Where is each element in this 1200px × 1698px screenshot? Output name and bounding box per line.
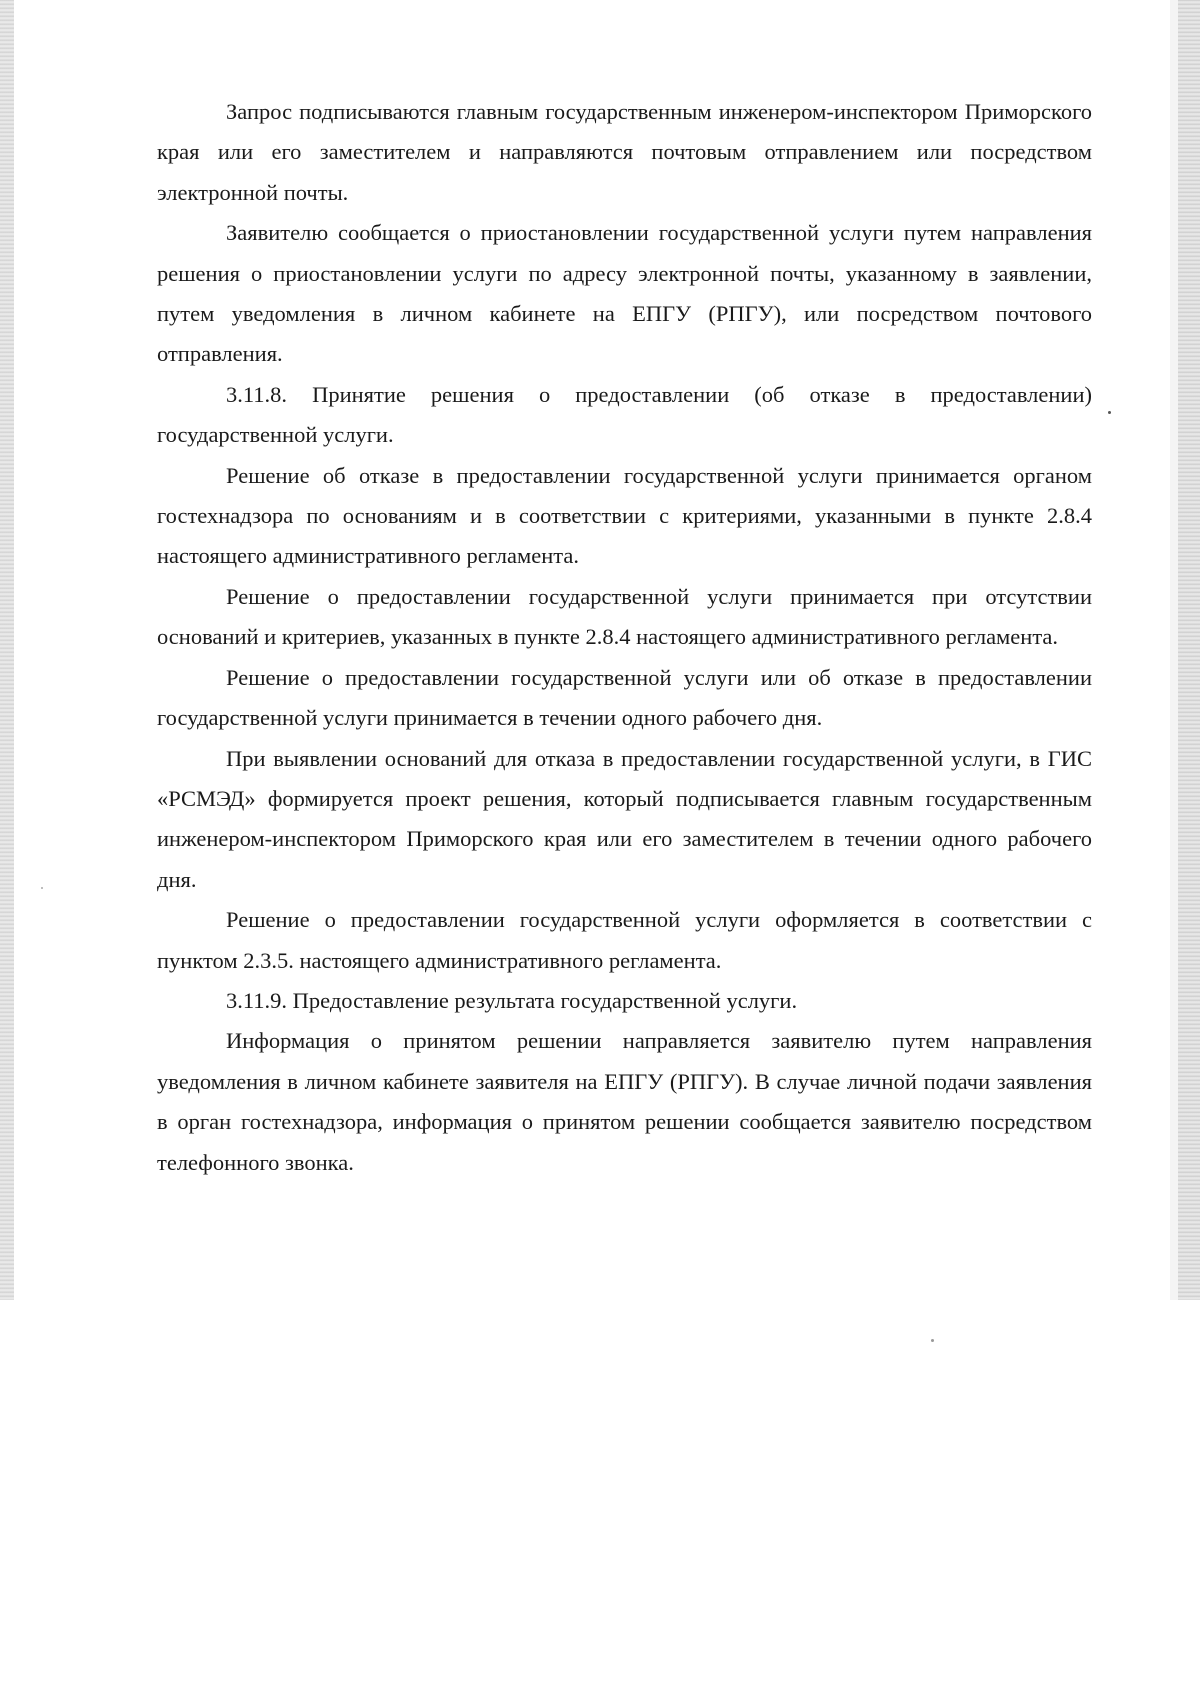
section-heading-3-11-8: 3.11.8. Принятие решения о предоставлении (об отказе в предоставлении) государственной услуги. [157, 381, 1092, 448]
paragraph-grant-decision: Решение о предоставлении государственной услуги принимается при отсутствии оснований и критериев, указанных в пункте 2.8.4 настоящего административного регламента. [157, 583, 1092, 650]
paragraph-request-signing: Запрос подписываются главным государственным инженером-инспектором Приморского края или его заместителем и направляются почтовым отправлением или посредством электронной почты. [157, 99, 1092, 205]
scan-speck [931, 1339, 934, 1342]
scan-edge-right [1178, 0, 1200, 1300]
paragraph-result-info: Информация о принятом решении направляется заявителю путем направления уведомления в личном кабинете заявителя на ЕПГУ (РПГУ). В случае личной подачи заявления в орган гостехнадзора, информация о принятом решении сообщается заявителю посредством телефонного звонка. [157, 1028, 1092, 1175]
document-body [157, 92, 1092, 1183]
paragraph-decision-term: Решение о предоставлении государственной услуги или об отказе в предоставлении государственной услуги принимается в течении одного рабочего дня. [157, 664, 1092, 731]
paragraph-refusal-draft: При выявлении оснований для отказа в предоставлении государственной услуги, в ГИС «РСМЭД» формируется проект решения, который подписывается главным государственным инженером-инспектором Приморского края или его заместителем в течении одного рабочего дня. [157, 745, 1092, 892]
scan-speck [1108, 411, 1111, 414]
paragraph-suspension-notice: Заявителю сообщается о приостановлении государственной услуги путем направления решения о приостановлении услуги по адресу электронной почты, указанному в заявлении, путем уведомления в личном кабинете на ЕПГУ (РПГУ), или посредством почтового отправления. [157, 220, 1092, 367]
scan-edge-shadow [1170, 0, 1178, 1300]
section-heading-3-11-9: 3.11.9. Предоставление результата государственной услуги. [226, 987, 798, 1013]
scan-edge-left [0, 0, 14, 1300]
paragraph-refusal-decision: Решение об отказе в предоставлении государственной услуги принимается органом гостехнадзора по основаниям и в соответствии с критериями, указанными в пункте 2.8.4 настоящего административного регламента. [157, 462, 1092, 569]
paragraph-decision-format: Решение о предоставлении государственной услуги оформляется в соответствии с пунктом 2.3.5. настоящего административного регламента. [157, 907, 1092, 973]
scan-speck [41, 887, 43, 889]
